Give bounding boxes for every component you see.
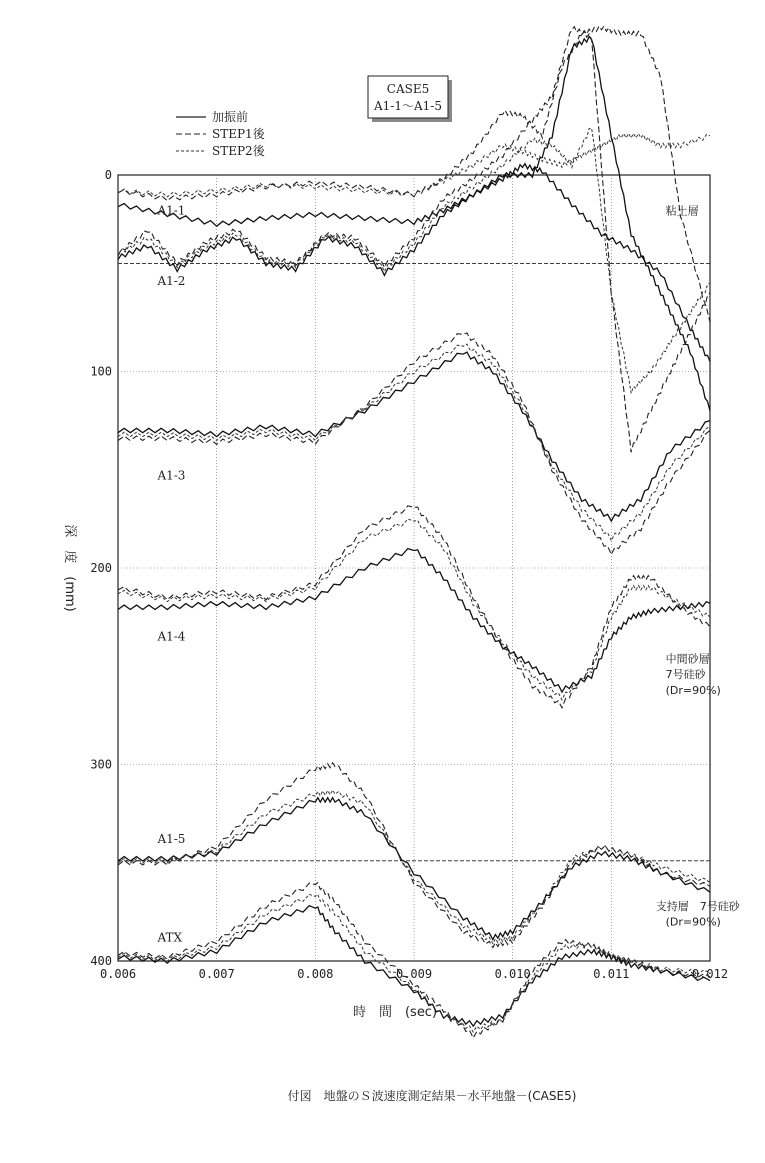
figure-caption: 付図 地盤のＳ波速度測定結果－水平地盤－(CASE5) [287,1089,577,1103]
legend-label-2: STEP2後 [212,144,265,158]
legend-label-1: STEP1後 [212,127,265,141]
x-tick-4: 0.010 [494,967,531,981]
annotation-4: 支持層 7号硅砂 [655,899,740,913]
y-tick-labels [90,168,112,968]
series-line-11 [118,519,710,700]
annotation-2: 7号硅砂 [665,668,706,682]
annotation-1: 中間砂層 [665,652,710,666]
title-box [368,76,452,122]
trace-label-5: ATX [157,930,183,945]
trace-label-2: A1-3 [157,468,186,483]
grid [118,175,710,961]
annotation-0: 粘土層 [665,204,699,218]
y-tick-3: 300 [90,757,112,772]
annotation-5: (Dr=90%) [665,915,721,929]
y-axis-label: 深 度 (mm) [62,524,77,612]
legend-label-0: 加振前 [212,110,249,124]
annotations [656,203,741,928]
x-tick-5: 0.011 [593,967,630,981]
x-tick-3: 0.009 [395,967,433,981]
series-line-14 [118,790,710,944]
legend [176,109,266,158]
trace-label-0: A1-1 [157,203,186,218]
trace-label-4: A1-5 [157,832,186,847]
x-tick-0: 0.006 [99,967,137,981]
x-tick-6: 0.012 [691,967,729,981]
x-tick-2: 0.008 [297,967,334,981]
trace-labels [156,203,185,944]
trace-label-1: A1-2 [157,274,186,289]
series-line-5 [118,128,710,393]
annotation-3: (Dr=90%) [665,683,721,697]
x-axis-label: 時 間 (sec) [352,1005,438,1020]
y-tick-1: 100 [90,364,112,379]
y-tick-2: 200 [90,561,112,575]
chart-subtitle: A1-1～A1-5 [374,99,442,113]
y-tick-0: 0 [104,168,112,182]
x-tick-1: 0.007 [198,967,235,981]
y-tick-4: 400 [90,954,112,968]
x-tick-labels [100,967,728,981]
trace-label-3: A1-4 [157,629,186,644]
series-line-10 [118,506,710,708]
chart-title: CASE5 [386,82,430,96]
